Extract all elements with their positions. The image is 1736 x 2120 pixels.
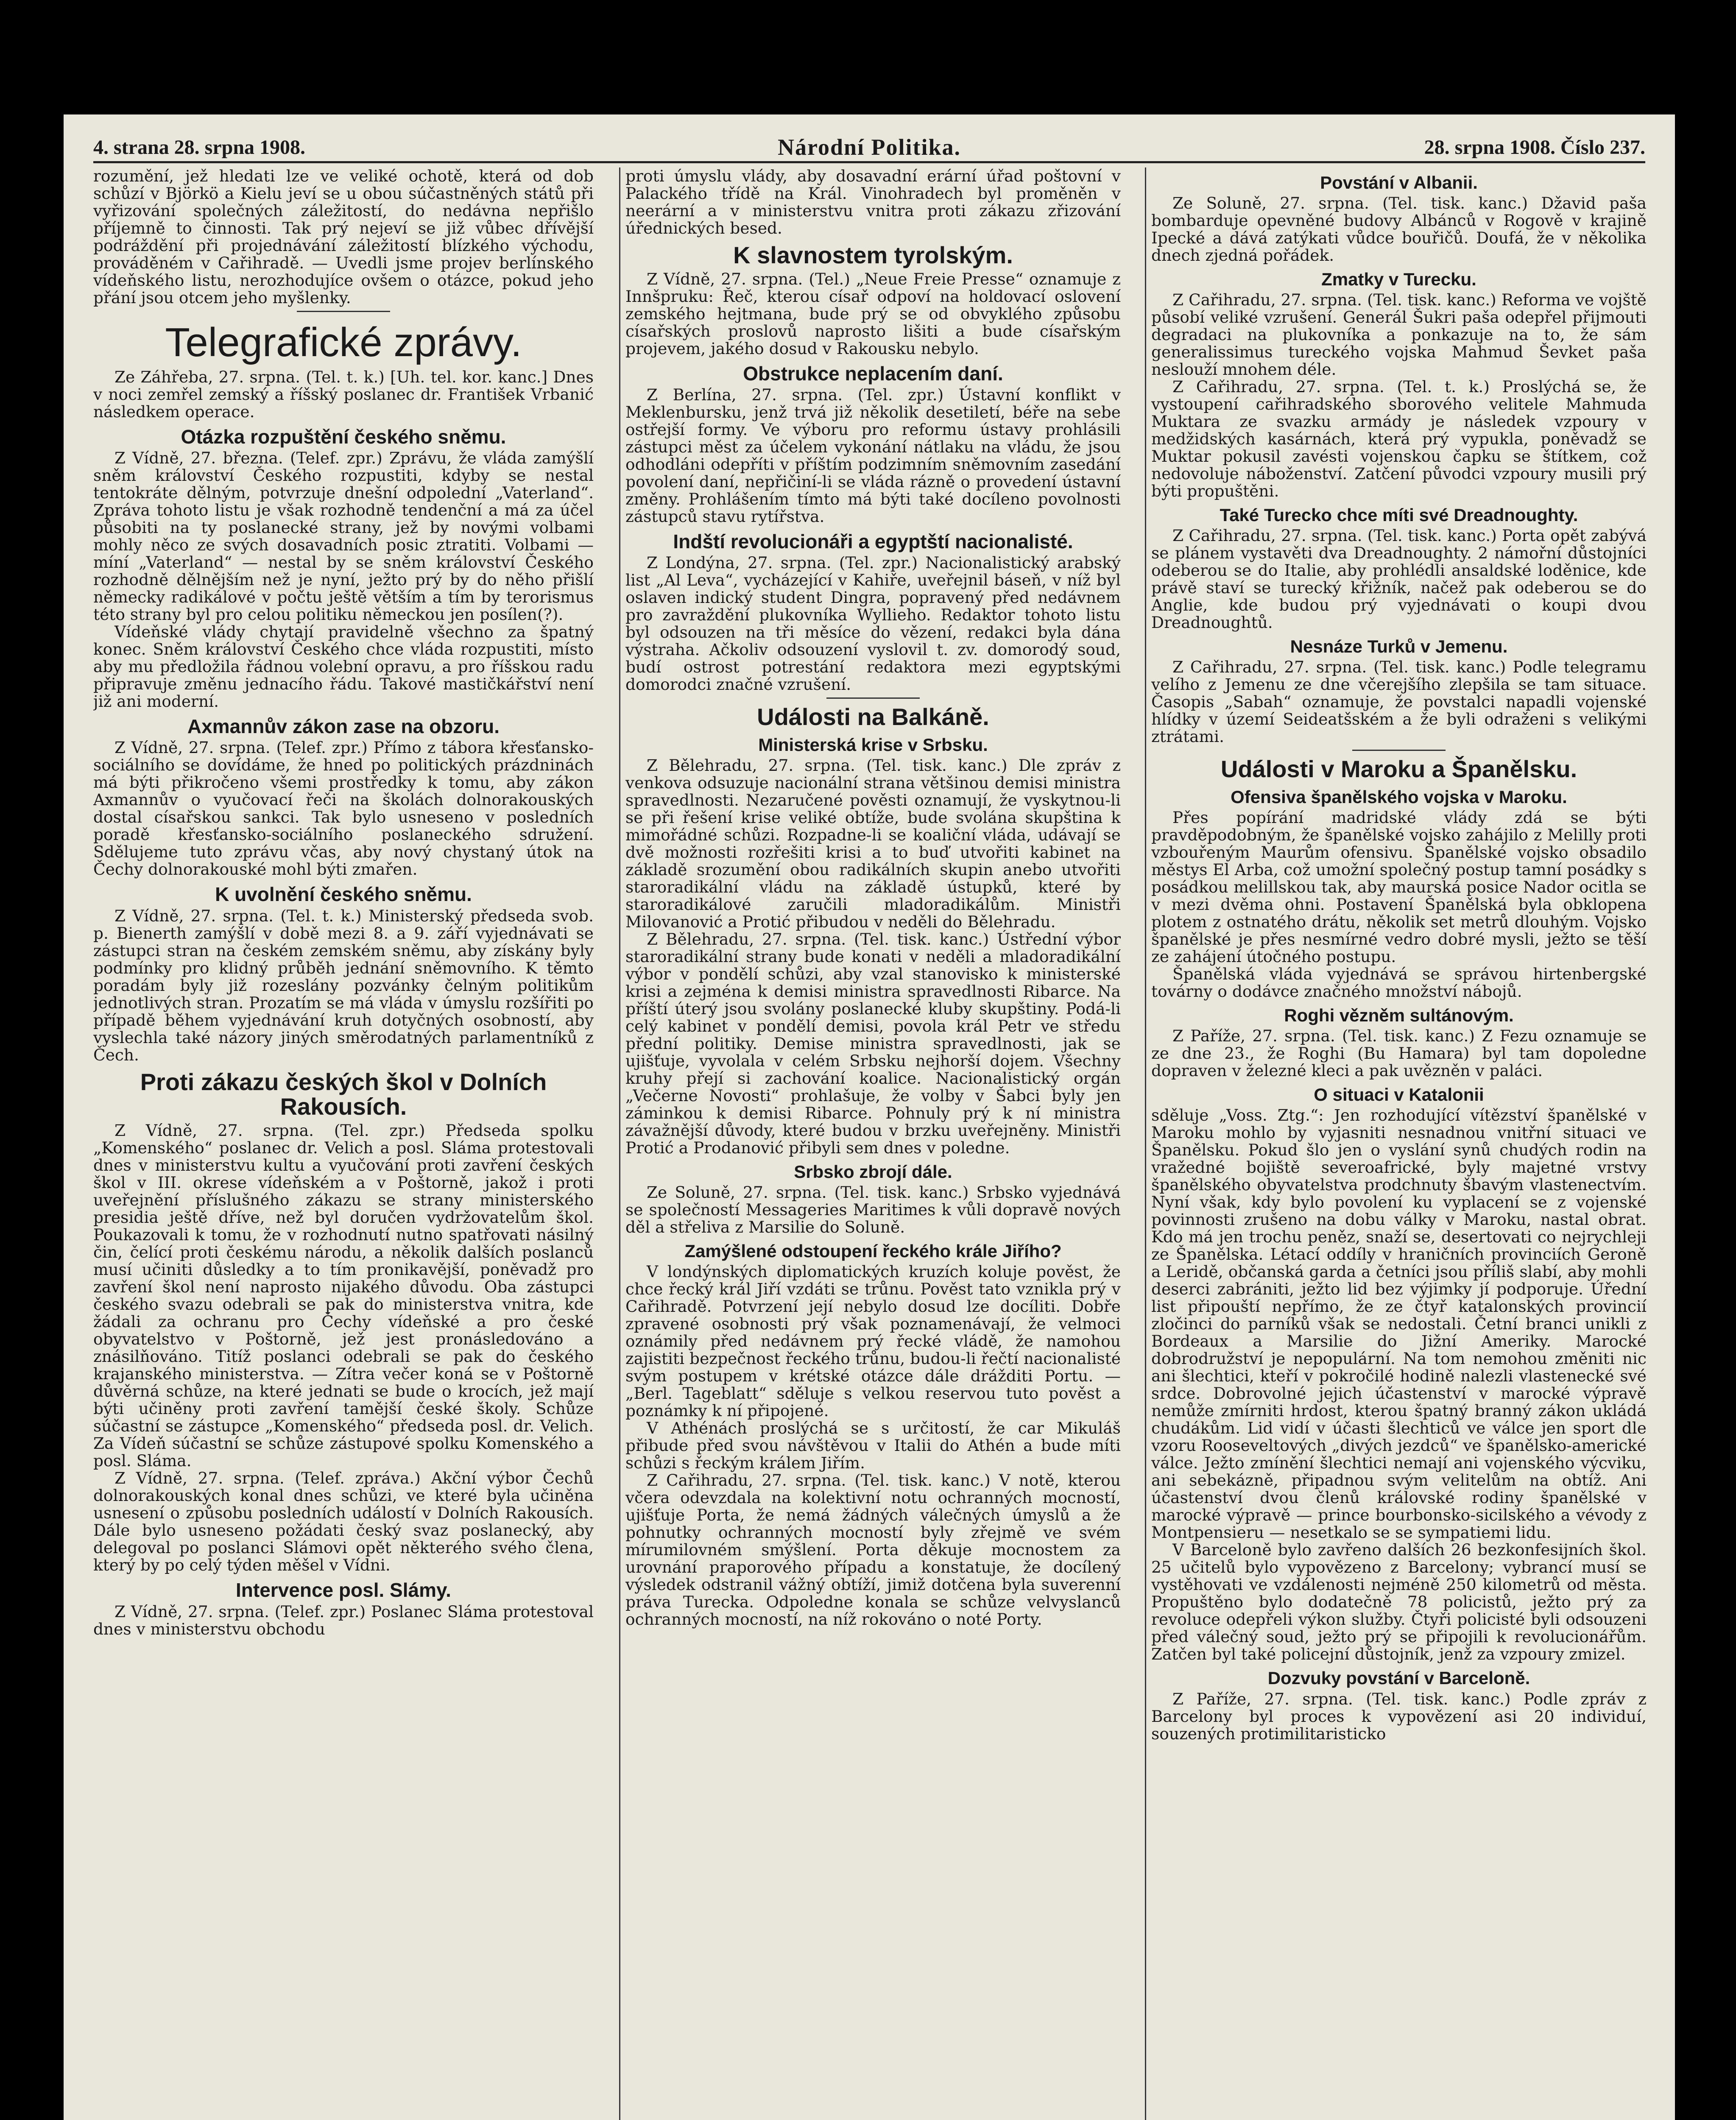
article-text: Z Vídně, 27. srpna. (Tel. zpr.) Předseda spolku „Komenského“ poslanec dr. Velich a posl. Sláma protestovali dnes v ministerstvu kultu a vyučování proti zavření českých škol v III. okrese vídeňském a v Poštorně, jakož i proti uveřejnění příslušného zákazu se strany ministerského presidia ještě dříve, než byl doručen vydržovatelům škol. Poukazovali k tomu, že v rozhodnutí nutno spatřovati násilný čin, čelící proti českému národu, a několik dalších poslanců musí učiniti důsledky a to tím pronikavější, poněvadž pro zavření škol není naprosto nijakého důvodu. Oba zástupci českého svazu odebrali se pak do ministerstva vnitra, kde žádali za ochranu pro Čechy vídeňské a pro české obyvatelstvo v Poštorně, jež jest pronásledováno a znásilňováno. Titíž poslanci odebrali se pak do českého krajanského ministerstva. — Zítra večer koná se v Poštorně důvěrná schůze, na které jednati se bude o krocích, jež mají býti učiněny proti zavření tamější české školy. Schůze súčastní se zástupce „Komenského“ předseda posl. dr. Velich. Za Vídeň súčastní se schůze zástupové spolku Komenského a posl. Sláma.	[93, 1121, 594, 1470]
article-text: Z Cařihradu, 27. srpna. (Tel. tisk. kanc.) Porta opět zabývá se plánem vystavěti dva Dreadnoughty. 2 námořní důstojníci odeberou se do Italie, aby prohlédli ansaldské loděnice, kde právě staví se turecký křižník, načež pak odeberou se do Anglie, kde budou prý vyjednávati o koupi dvou Dreadnoughtů.	[1151, 526, 1647, 632]
article-heading: Intervence posl. Slámy.	[236, 1579, 451, 1601]
article-heading: Zmatky v Turecku.	[1321, 269, 1476, 290]
article-text: Z Vídně, 27. srpna. (Telef. zpráva.) Akční výbor Čechů dolnorakouských konal dnes schůzi, ve které byla učiněna usnesení o způsobu posledních událostí v Dolních Rakousích. Dále bylo usneseno požádati český svaz poslanecký, aby delegoval po poslanci Slámovi opět některého svého člena, který by po celý týden měšel v Vídni.	[93, 1469, 594, 1575]
article-text: Španělská vláda vyjednává se správou hirtenbergské továrny o dodávce značného množství nábojů.	[1151, 965, 1647, 1001]
column-3	[1145, 167, 1647, 2120]
article-heading: Indští revolucionáři a egyptští nacionalisté.	[673, 530, 1073, 553]
article-heading: K uvolnění českého sněmu.	[215, 883, 472, 906]
column-1	[93, 167, 594, 2120]
article-heading: Také Turecko chce míti své Dreadnoughty.	[1220, 505, 1578, 525]
article-text: Z Paříže, 27. srpna. (Tel. tisk. kanc.) Podle zpráv z Barcelony byl proces k vypovězení asi 20 individuí, souzených protimilitaristicko	[1151, 1689, 1647, 1743]
article-heading: Ofensiva španělského vojska v Maroku.	[1231, 787, 1567, 807]
article-heading: Ministerská krise v Srbsku.	[758, 735, 988, 755]
article-heading: Proti zákazu českých škol v Dolních Rakousích.	[140, 1068, 547, 1120]
article-text: Z Londýna, 27. srpna. (Tel. zpr.) Nacionalistický arabský list „Al Leva“, vycházející v Kahiře, uveřejnil báseň, v níž byl oslaven indický student Dingra, popravený před nedávnem pro zavraždění plukovníka Wyllieho. Redaktor tohoto listu byl odsouzen na tři měsíce do vězení, redakci byla dána výstraha. Ačkoliv odsouzení vyslovil t. zv. domorodý soud, budí ostrost potrestání redaktora mezi egyptskými domorodci značné vzrušení.	[625, 553, 1121, 694]
article-text: Z Vídně, 27. srpna. (Tel.) „Neue Freie Presse“ oznamuje z Innšpruku: Řeč, kterou císař odpoví na holdovací oslovení zemského hejtmana, bude prý se od obvyklého způsobu císařských proslovů naprosto lišiti a bude císařským projevem, jakého dosud v Rakousku nebylo.	[625, 269, 1121, 358]
article-heading: Dozvuky povstání v Barceloně.	[1267, 1668, 1530, 1688]
article-heading: Zamýšlené odstoupení řeckého krále Jiřího?	[684, 1241, 1062, 1261]
article-heading: Povstání v Albanii.	[1320, 173, 1478, 192]
article-heading: Nesnáze Turků v Jemenu.	[1290, 636, 1508, 657]
article-text: Z Cařihradu, 27. srpna. (Tel. tisk. kanc.) V notě, kterou včera odevzdala na kolektivní notu ochranných mocností, ujišťuje Porta, že nemá žádných válečných úmyslů a že pohnutky ochranných mocností byly zřejmě ve svém mírumilovném smýšlení. Porta děkuje mocnostem za urovnání praporového případu a konstatuje, že docílený výsledek odstranil vážný obtíží, jimiž dotčena byla suverenní práva Turecka. Odpoledne konala se schůze velvyslanců ochranných mocností, na níž rokováno o noté Porty.	[625, 1471, 1121, 1629]
newspaper-title: Národní Politika.	[777, 134, 961, 160]
article-heading: Srbsko zbrojí dále.	[794, 1162, 952, 1182]
article-text: Z Cařihradu, 27. srpna. (Tel. t. k.) Proslýchá se, že vystoupení cařihradského sborového velitele Mahmuda Muktara ze svazku armády je následek vzpoury v medžidských kasárnách, která prý vypukla, poněvadž se Muktar pokusil zavésti vojenskou čapku se štítkem, což nedovoluje náboženství. Zatčení původci vzpoury musili prý býti propuštěni.	[1151, 377, 1647, 501]
article-text: Z Bělehradu, 27. srpna. (Tel. tisk. kanc.) Dle zpráv z venkova odsuzuje nacionální strana většinou demisi ministra spravedlnosti. Nezaručené pověsti oznamují, že vyskytnou-li se při řešení krise veliké obtíže, bude svolána skupština k mimořádné schůzi. Rozpadne-li se koaliční vláda, udávají se dvě možnosti rozřešiti krisi a to buď utvořiti kabinet na základě srozumění obou radikálních skupin anebo utvořiti staroradikální vládu na základě ústupků, které by staroradikálové zaručili mladoradikálům. Ministři Milovanović a Protić přibudou v neděli do Bělehradu.	[625, 756, 1121, 932]
article-text: Z Vídně, 27. srpna. (Telef. zpr.) Přímo z tábora křesťansko-sociálního se dovídáme, že hned po politických prázdninách má býti přikročeno všemi prostředky k tomu, aby zákon Axmannův o vyučovací řeči na školách dolnorakouských dostal císařskou sankci. Tak bylo usneseno v posledních poradě křesťansko-sociálního poslaneckého sdružení. Sdělujeme tuto zprávu včas, aby nový chystaný útok na Čechy dolnorakouské mohl býti zmařen.	[93, 738, 594, 879]
article-text: V londýnských diplomatických kruzích koluje pověst, že chce řecký král Jiří vzdáti se trůnu. Pověst tato vznikla prý v Cařihradě. Potvrzení její nebylo dosud lze docíliti. Dobře zpravené osobnosti prý však poznamenávají, že velmoci oznámily před nedávnem prý řecké vládě, že namohou zajistiti bezpečnost řeckého trůnu, budou-li řečtí nacionalisté svým postupem v krétské otázce dále drážditi Portu. — „Berl. Tageblatt“ sděluje s velkou reservou tuto pověst a poznámky k ní připojené.	[625, 1262, 1121, 1420]
article-heading: Otázka rozpuštění českého sněmu.	[181, 425, 506, 448]
article-text: Z Bělehradu, 27. srpna. (Tel. tisk. kanc.) Ústřední výbor staroradikální strany bude konati v neděli a mladoradikální výbor v pondělí schůzi, aby vzal stanovisko k ministerské krisi a zejména k demisi ministra spravedlnosti Ribarce. Na příští úterý jsou svolány poslanecké kluby skupštiny. Podá-li celý kabinet v pondělí demisi, povola král Petr ve středu přední politiky. Demise ministra spravedlnosti, jak se ujišťuje, vyvolala v celém Srbsku nejhorší dojem. Všechny kruhy přejí si zachování koalice. Nacionalistický orgán „Večerne Novosti“ prohlašuje, že volby v Šabci byly jen záminkou k demisi Ribarce. Pohnuly prý k ní ministra závažnější důvody, které budou v brzku uveřejněny. Ministři Protić a Prodanović přibyli sem dnes v poledne.	[625, 930, 1121, 1158]
article-text: Vídeňské vlády chytají pravidelně všechno za špatný konec. Sněm království Českého chce vláda rozpustiti, místo aby mu předložila řádnou volební opravu, a pro říšskou radu připravuje změnu jednacího řádu. Takové mastičkářství není již ani moderní.	[93, 622, 594, 711]
article-text: rozumění, jež hledati lze ve veliké ochotě, která od dob schůzí v Björkö a Kielu jeví se u obou súčastněných států při vyřizování společných záležitostí, do nedávna nepřišlo příjemně to činnosti. Tak prý nejeví se již vůbec dřívější podráždění při projednávání záležitostí blízkého východu, prováděném v Cařihradě. — Uvedli jsme projev berlínského vídeňského listu, nerozhodujíce ovšem o otázce, pokud jeho přání jsou otcem jeho myšlenky.	[93, 167, 594, 307]
article-text: Z Vídně, 27. srpna. (Telef. zpr.) Poslanec Sláma protestoval dnes v ministerstvu obchodu	[93, 1602, 594, 1638]
article-heading: Roghi vězněm sultánovým.	[1284, 1005, 1514, 1026]
article-heading: O situaci v Katalonii	[1314, 1085, 1484, 1105]
article-text: V Barceloně bylo zavřeno dalších 26 bezkonfesijních škol. 25 učitelů bylo vypovězeno z Barcelony; vybrancí musí se vystěhovati ve vzdálenosti nejméně 250 kilometrů od města. Propuštěno bylo dodatečně 78 policistů, ježto prý za revoluce odepřeli výkon služby. Čtyři policisté byli odsouzeni před válečný soud, ježto prý se připojili k revolucionářům. Zatčen byl také policejní důstojník, jenž za vzpoury zmizel.	[1151, 1540, 1647, 1664]
article-text: Z Cařihradu, 27. srpna. (Tel. tisk. kanc.) Podle telegramu velího z Jemenu ze dne včerejšího zlepšila se tam situace. Časopis „Sabah“ oznamuje, že povstalci napadli vojenské hlídky v území Seideatšském a že byli odraženi s velikými ztrátami.	[1151, 658, 1647, 746]
section-heading: Události v Maroku a Španělsku.	[1220, 756, 1577, 783]
page-date-issue: 28. srpna 1908. Číslo 237.	[1424, 136, 1645, 159]
article-heading: Axmannův zákon zase na obzoru.	[187, 715, 500, 738]
article-text: Ze Záhřeba, 27. srpna. (Tel. t. k.) [Uh. tel. kor. kanc.] Dnes v noci zemřel zemský a říšský poslanec dr. František Vrbanić následkem operace.	[93, 367, 594, 421]
article-text: Z Berlína, 27. srpna. (Tel. zpr.) Ústavní konflikt v Meklenbursku, jenž trvá již několik desetiletí, béře na sebe ostřejší formy. Ve výboru pro reformu ústavy prohlásili zástupci měst za účelem vykonání nátlaku na vládu, že jsou odhodláni odepříti v příštím podzimním sněmovním zasedání povolení daní, nepřičiní-li se vláda rázně o provedení ústavní změny. Prohlášením tímto má býti také docíleno povolnosti zástupců stavu rytířstva.	[625, 385, 1121, 526]
column-2	[619, 167, 1121, 2120]
article-heading: K slavnostem tyrolským.	[733, 242, 1013, 268]
masthead	[93, 131, 1645, 163]
article-text: Ze Soluně, 27. srpna. (Tel. tisk. kanc.) Džavid paša bombarduje opevněné budovy Albánců v Rogově v krajině Ipecké a dává zatýkati vůdce bouřičů. Doufá, že v několika dnech zjedná pořádek.	[1151, 194, 1647, 265]
section-heading: Telegrafické zprávy.	[165, 320, 522, 365]
divider	[297, 311, 390, 312]
article-text: Z Vídně, 27. března. (Telef. zpr.) Zprávu, že vláda zamýšlí sněm království Českého rozpustiti, kdyby se nestal tentokráte dělným, potvrzuje dnešní odpolední „Vaterland“. Zpráva tohoto listu je však rozhodně tendenční a má za účel působiti na ty poslanecké strany, jež by novými volbami mohly něco ze svých dosavadních posic ztratiti. Volbami — míní „Vaterland“ — nestal by se sněm království Českého rozhodně dělnějším než je nyní, ježto prý by do něho přišlí německy radikálové v počtu ještě větším a tím by terorismus této strany byl pro celou politiku německou jen posílen(?).	[93, 449, 594, 624]
article-text: Z Vídně, 27. srpna. (Tel. t. k.) Ministerský předseda svob. p. Bienerth zamýšlí v době mezi 8. a 9. září vyjednávati se zástupci stran na českém zemském sněmu, aby získány byly podmínky pro klidný průběh jednání sněmovního. K těmto poradám byly již rozeslány pozvánky čelným politikům jednotlivých stran. Prozatím se má vláda v úmyslu rozšířiti po případě během vyjednávání kruh dotyčných osobností, aby vyslechla také názory jiných směrodatných parlamentníků z Čech.	[93, 906, 594, 1064]
article-text: V Athénách proslýchá se s určitostí, že car Mikuláš přibude před svou návštěvou v Italii do Athén a bude míti schůzi s řeckým králem Jiřím.	[625, 1419, 1121, 1473]
divider	[826, 697, 920, 699]
article-text: sděluje „Voss. Ztg.“: Jen rozhodující vítězství španělské v Maroku mohlo by vyjasniti nesnadnou vnitřní situaci ve Španělsku. Pokud šlo jen o vyslání synů chudých rodin na vražedné bojiště severoafrické, byly majetné vrstvy španělského obyvatelstva prodchnuty šbavým vlastenectvím. Nyní však, kdy bylo povolení ku vyplacení se z vojenské povinnosti zrušeno na dobu války v Maroku, nastal obrat. Kdo má jen trochu peněz, snaží se, desertovati co nejrychleji ze Španělska. Létací oddíly v hraničních provinciích Geroně a Leridě, občanská garda a četníci jsou příliš slabí, aby mohli deserci zabrániti, ježto lid bez výjimky jí podporuje. Úřední list připouští nepřímo, že ze čtyř katalonských provincií zločinci do parníků však se nedostali. Četní branci unikli z Bordeaux a Marsilie do Jižní Ameriky. Marocké dobrodružství je nepopulární. Na tom nemohou změniti nic ani šlechtici, kteří v pokročilé hodině nalezli vlastenecké své srdce. Dobrovolné jejich účastenství v marocké výpravě nemůže zmírniti hrdost, kterou špatný branný zákon ukládá chudákům. Lid vidí v účasti šlechticů ve válce jen sport dle vzoru Rooseveltových „divých jezdců“ ve španělsko-americké válce. Ježto zmínění šlechtici nemají ani vojenského výcviku, ani sebekázně, připadnou svým velitelům na obtíž. Ani účastenství dvou členů královské rodiny španělské v marocké výpravě — prince bourbonsko-sicilského a vévody z Montpensieru — nesetkalo se se sympatiemi lidu.	[1151, 1106, 1647, 1542]
article-text: Ze Soluně, 27. srpna. (Tel. tisk. kanc.) Srbsko vyjednává se společností Messageries Maritimes k vůli dopravě nových děl a střeliva z Marsilie do Soluně.	[625, 1183, 1121, 1237]
page-date-left: 4. strana 28. srpna 1908.	[93, 136, 306, 159]
section-heading: Události na Balkáně.	[757, 703, 989, 731]
newspaper-page	[64, 114, 1675, 2120]
divider	[1352, 750, 1446, 751]
article-text: Přes popírání madridské vlády zdá se býti pravděpodobným, že španělské vojsko zahájilo z Melilly proti vzbouřeným Maurům ofensivu. Španělské vojsko obsadilo městys El Arba, což umožní společný postup tamní posádky s posádkou melillskou tak, aby maurská posice Nador ocitla se v mezi dvěma ohni. Postavení Španělská byla obklopena plotem z ostnatého drátu, několik set metrů dlouhým. Vojsko španělské je přes nesmírné vedro dobré mysli, ježto se těší ze zahájení útočného postupu.	[1151, 808, 1647, 966]
article-text: proti úmyslu vlády, aby dosavadní erární úřad poštovní v Palackého třídě na Král. Vinohradech byl proměněn v neerární a v ministerstvu vnitra proti zákazu zřizování úřednických besed.	[625, 167, 1121, 237]
article-heading: Obstrukce neplacením daní.	[743, 362, 1003, 385]
article-text: Z Paříže, 27. srpna. (Tel. tisk. kanc.) Z Fezu oznamuje se ze dne 23., že Roghi (Bu Hamara) byl tam dopoledne dopraven v železné kleci a pak uvězněn v paláci.	[1151, 1027, 1647, 1080]
article-text: Z Cařihradu, 27. srpna. (Tel. tisk. kanc.) Reforma ve vojště působí veliké vzrušení. Generál Šukri paša odepřel přijmouti degradaci na plukovníka a ponkazuje na to, že sám generalissimus tureckého vojska Mahmud Ševket paša neslouží mnohem déle.	[1151, 290, 1647, 379]
